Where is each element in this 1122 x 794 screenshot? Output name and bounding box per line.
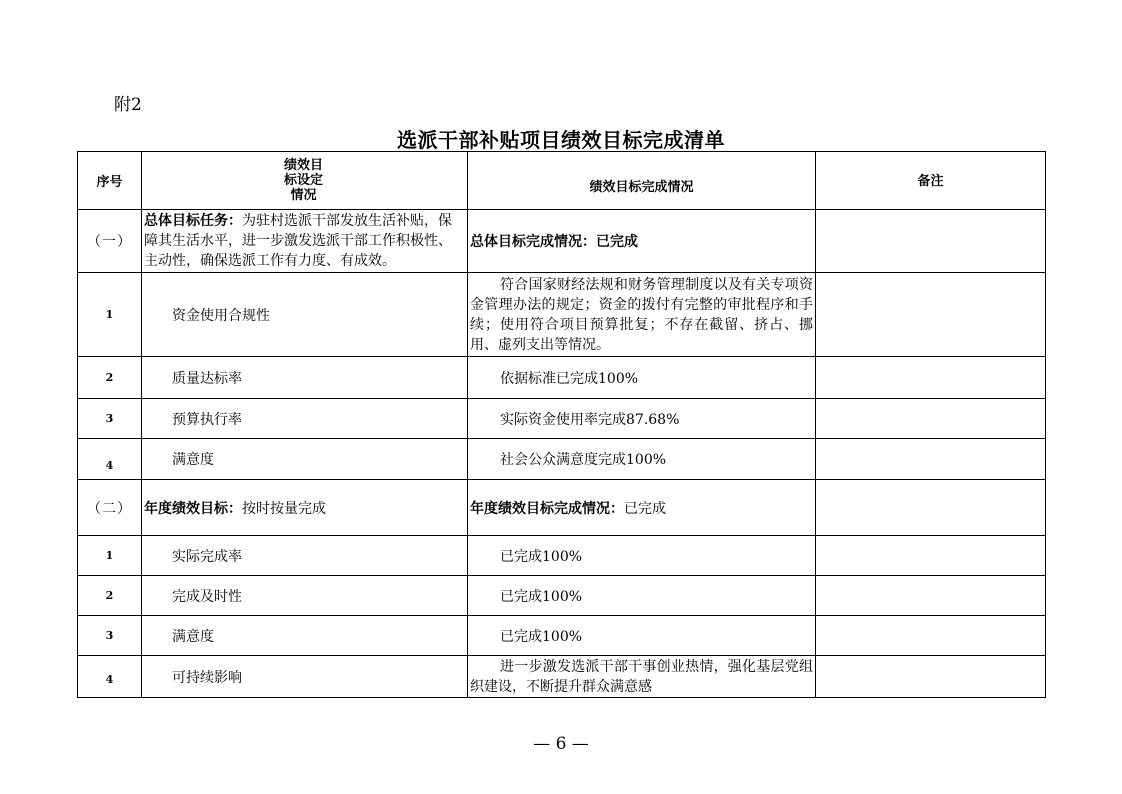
section-goal xyxy=(142,210,468,273)
row-no: 2 xyxy=(78,576,142,616)
row-note xyxy=(816,536,1046,576)
header-goal-line2: 标设定 xyxy=(283,173,323,188)
table-row xyxy=(78,536,1046,576)
section-goal-text: 为驻村选派干部发放生活补贴，保障其生活水平，进一步激发选派干部工作积极性、主动性，确保选派工作有力度、有成效。 xyxy=(144,213,452,269)
row-note xyxy=(816,656,1046,698)
section-done-label: 总体目标完成情况： xyxy=(470,234,596,250)
table-row xyxy=(78,439,1046,480)
row-note xyxy=(816,439,1046,480)
row-no: 2 xyxy=(78,357,142,399)
row-no: 3 xyxy=(78,616,142,656)
section-row-2 xyxy=(78,480,1046,536)
header-note: 备注 xyxy=(816,152,1046,210)
table-row xyxy=(78,656,1046,698)
appendix-label: 附2 xyxy=(114,95,142,115)
section-done xyxy=(468,210,816,273)
row-goal: 质量达标率 xyxy=(142,357,468,399)
section-done xyxy=(468,480,816,536)
row-done: 已完成100% xyxy=(468,536,816,576)
row-no: 4 xyxy=(78,656,142,698)
page-number: — 6 — xyxy=(533,734,589,754)
row-goal: 满意度 xyxy=(142,616,468,656)
section-note xyxy=(816,480,1046,536)
table-header-row xyxy=(78,152,1046,210)
row-done: 已完成100% xyxy=(468,576,816,616)
section-done-text: 已完成 xyxy=(624,500,666,517)
row-no: 1 xyxy=(78,273,142,357)
row-no: 4 xyxy=(78,439,142,480)
section-row-1 xyxy=(78,210,1046,273)
row-goal: 实际完成率 xyxy=(142,536,468,576)
section-done-label: 年度绩效目标完成情况： xyxy=(470,500,624,517)
table-row xyxy=(78,576,1046,616)
row-done: 符合国家财经法规和财务管理制度以及有关专项资金管理办法的规定；资金的拨付有完整的审批程序和手续；使用符合项目预算批复；不存在截留、挤占、挪用、虚列支出等情况。 xyxy=(468,273,816,357)
header-goal-line1: 绩效目 xyxy=(283,158,323,173)
row-done: 已完成100% xyxy=(468,616,816,656)
row-note xyxy=(816,357,1046,399)
header-goal-line3: 情况 xyxy=(290,188,317,203)
section-goal-text: 按时按量完成 xyxy=(242,500,326,517)
section-note xyxy=(816,210,1046,273)
row-goal: 资金使用合规性 xyxy=(142,273,468,357)
row-note xyxy=(816,576,1046,616)
row-no: 3 xyxy=(78,399,142,439)
page-title: 选派干部补贴项目绩效目标完成清单 xyxy=(397,128,725,152)
row-note xyxy=(816,399,1046,439)
row-goal: 满意度 xyxy=(142,439,468,480)
row-note xyxy=(816,616,1046,656)
row-done: 社会公众满意度完成100% xyxy=(468,439,816,480)
section-no: （一） xyxy=(78,210,142,273)
row-goal: 完成及时性 xyxy=(142,576,468,616)
section-goal-label: 年度绩效目标： xyxy=(144,500,242,517)
row-goal: 可持续影响 xyxy=(142,656,468,698)
row-done: 实际资金使用率完成87.68% xyxy=(468,399,816,439)
section-no: （二） xyxy=(78,480,142,536)
section-goal xyxy=(142,480,468,536)
header-done: 绩效目标完成情况 xyxy=(468,152,816,210)
table-row xyxy=(78,357,1046,399)
row-no: 1 xyxy=(78,536,142,576)
row-done: 依据标准已完成100% xyxy=(468,357,816,399)
row-note xyxy=(816,273,1046,357)
header-no: 序号 xyxy=(78,152,142,210)
performance-table xyxy=(77,151,1046,698)
section-goal-label: 总体目标任务： xyxy=(144,213,242,229)
row-goal: 预算执行率 xyxy=(142,399,468,439)
table-row xyxy=(78,616,1046,656)
table-row xyxy=(78,399,1046,439)
table-row xyxy=(78,273,1046,357)
header-goal xyxy=(142,152,468,210)
row-done: 进一步激发选派干部干事创业热情，强化基层党组织建设，不断提升群众满意感 xyxy=(468,656,816,698)
section-done-text: 已完成 xyxy=(596,234,638,250)
